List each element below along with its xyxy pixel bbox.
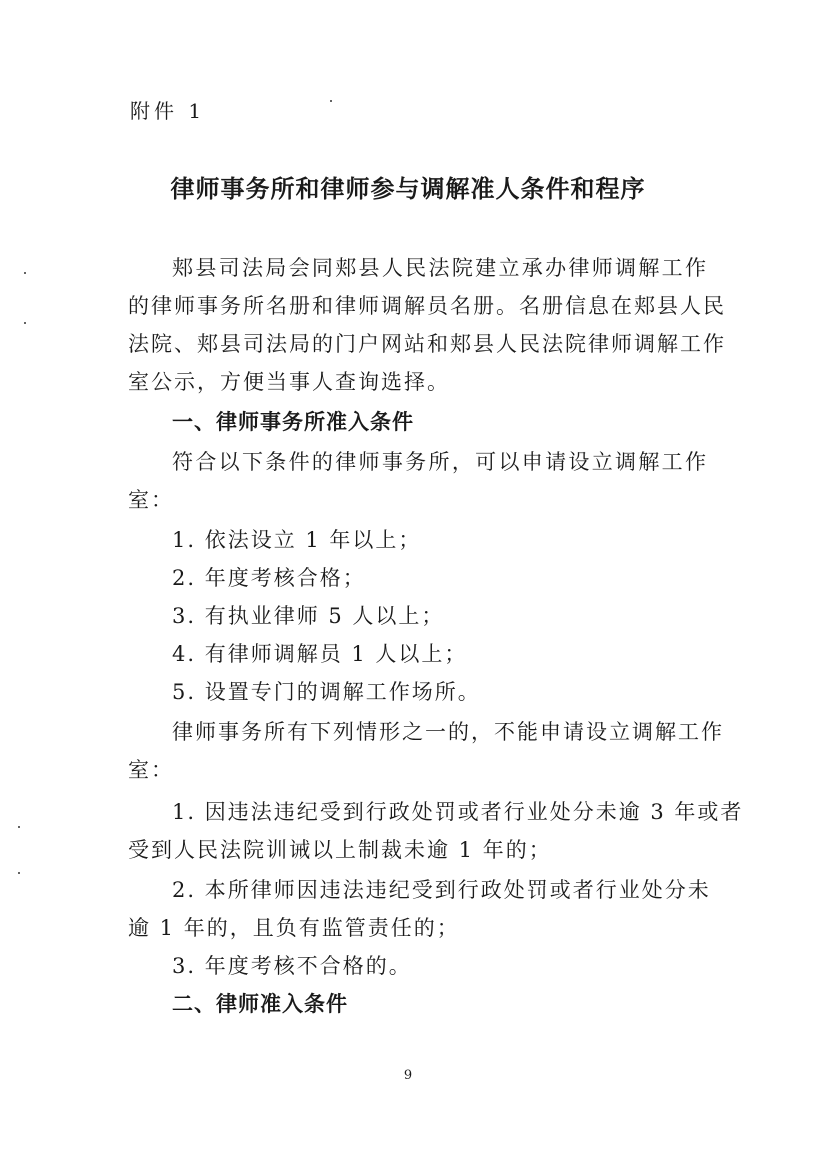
condition-item: 4. 有律师调解员 1 人以上； bbox=[172, 642, 468, 666]
exclusion-item: 1. 因违法违纪受到行政处罚或者行业处分未逾 3 年或者 bbox=[172, 800, 744, 824]
condition-item: 5. 设置专门的调解工作场所。 bbox=[172, 680, 481, 704]
exclusion-line: 律师事务所有下列情形之一的，不能申请设立调解工作 bbox=[172, 720, 724, 744]
eligibility-line: 室： bbox=[128, 488, 174, 512]
exclusion-item-cont: 受到人民法院训诫以上制裁未逾 1 年的； bbox=[128, 838, 552, 862]
document-title: 律师事务所和律师参与调解准人条件和程序 bbox=[170, 175, 646, 203]
exclusion-item-cont: 逾 1 年的，且负有监管责任的； bbox=[128, 916, 460, 940]
scan-speck bbox=[24, 322, 26, 324]
section-heading-2: 二、律师准入条件 bbox=[172, 992, 348, 1016]
exclusion-line: 室： bbox=[128, 758, 174, 782]
condition-item: 1. 依法设立 1 年以上； bbox=[172, 528, 422, 552]
scan-speck bbox=[18, 826, 20, 828]
condition-item: 3. 有执业律师 5 人以上； bbox=[172, 604, 445, 628]
scan-speck bbox=[330, 100, 332, 102]
page-number: 9 bbox=[403, 1068, 413, 1083]
exclusion-item: 2. 本所律师因违法违纪受到行政处罚或者行业处分未 bbox=[172, 878, 711, 902]
intro-line: 的律师事务所名册和律师调解员名册。名册信息在郏县人民 bbox=[128, 294, 726, 318]
intro-line: 室公示，方便当事人查询选择。 bbox=[128, 370, 450, 394]
intro-line: 法院、郏县司法局的门户网站和郏县人民法院律师调解工作 bbox=[128, 332, 726, 356]
section-heading-1: 一、律师事务所准入条件 bbox=[172, 410, 414, 434]
eligibility-line: 符合以下条件的律师事务所，可以申请设立调解工作 bbox=[172, 450, 708, 474]
attachment-label: 附件 1 bbox=[130, 99, 206, 123]
scan-speck bbox=[24, 272, 26, 274]
scan-speck bbox=[18, 872, 20, 874]
intro-line: 郏县司法局会同郏县人民法院建立承办律师调解工作 bbox=[172, 256, 708, 280]
condition-item: 2. 年度考核合格； bbox=[172, 566, 366, 590]
exclusion-item: 3. 年度考核不合格的。 bbox=[172, 954, 412, 978]
